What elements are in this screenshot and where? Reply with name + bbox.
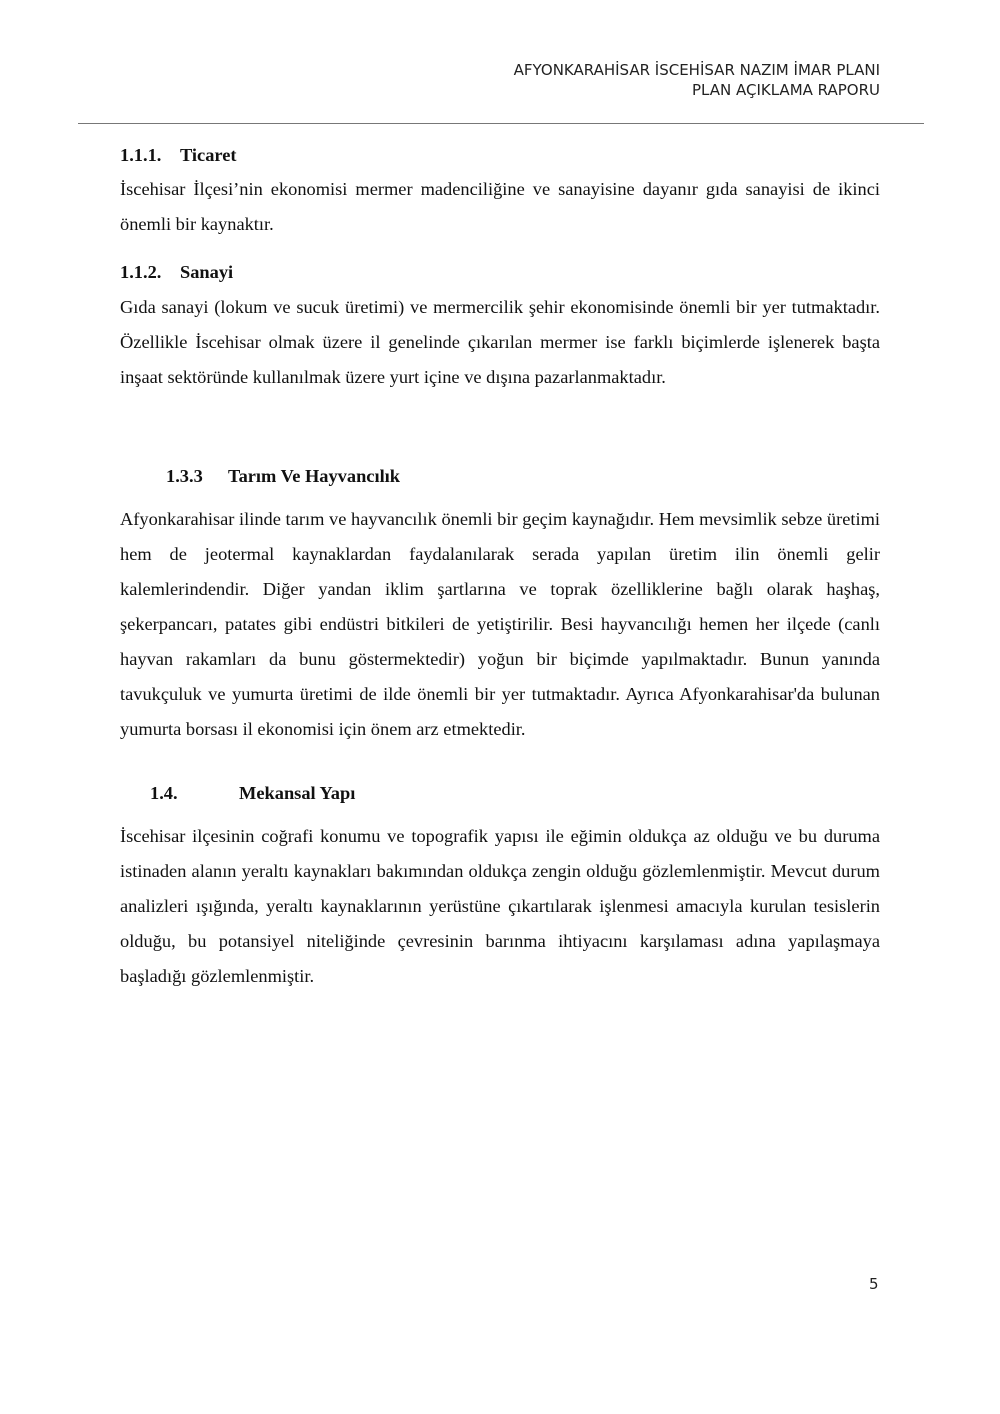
header-title: AFYONKARAHİSAR İSCEHİSAR NAZIM İMAR PLANI — [513, 61, 880, 79]
section-title: Tarım Ve Hayvancılık — [228, 466, 401, 486]
section-number: 1.1.1. — [120, 145, 162, 165]
page-number: 5 — [869, 1275, 879, 1293]
section-paragraph-sanayi: Gıda sanayi (lokum ve sucuk üretimi) ve mermercilik şehir ekonomisinde önemli bir yer tutmaktadır. Özellikle İscehisar olmak üzere il genelinde çıkarılan mermer ise farklı biçimlerde işlenerek başta inşaat sektöründe kullanılmak üzere yurt içine ve dışına pazarlanmaktadır. — [120, 297, 880, 387]
section-title: Ticaret — [180, 145, 237, 165]
section-paragraph-tarim: Afyonkarahisar ilinde tarım ve hayvancılık önemli bir geçim kaynağıdır. Hem mevsimlik sebze üretimi hem de jeotermal kaynaklardan faydalanılarak serada yapılan üretim ilin önemli gelir kalemlerindendir. Diğer yandan iklim şartlarına ve toprak özelliklerine bağlı olarak haşhaş, şekerpancarı, patates gibi endüstri bitkileri de yetiştirilir. Besi hayvancılığı hemen her ilçede (canlı hayvan rakamları da bunu göstermektedir) yoğun bir biçimde yapılmaktadır. Bunun yanında tavukçuluk ve yumurta üretimi de ilde önemli bir yer tutmaktadır. Ayrıca Afyonkarahisar'da bulunan yumurta borsası il ekonomisi için önem arz etmektedir. — [120, 509, 880, 739]
section-number: 1.4. — [150, 783, 178, 803]
section-paragraph-mekansal-yapi: İscehisar ilçesinin coğrafi konumu ve topografik yapısı ile eğimin oldukça az olduğu ve bu duruma istinaden alanın yeraltı kaynakları bakımından oldukça zengin olduğu gözlemlenmiştir. Mevcut durum analizleri ışığında, yeraltı kaynaklarının yerüstüne çıkartılarak işlenmesi amacıyla kurulan tesislerin olduğu, bu potansiyel niteliğinde çevresinin barınma ihtiyacını karşılaması adına yapılaşmaya başladığı gözlemlenmiştir. — [120, 826, 880, 986]
header-subtitle: PLAN AÇIKLAMA RAPORU — [692, 81, 880, 99]
section-heading-tarim — [166, 466, 400, 487]
section-title: Sanayi — [180, 262, 234, 282]
section-number: 1.1.2. — [120, 262, 162, 282]
section-heading-sanayi — [120, 262, 233, 283]
header-divider — [78, 123, 924, 124]
page-header — [514, 60, 880, 100]
section-number: 1.3.3 — [166, 466, 203, 486]
section-paragraph-ticaret: İscehisar İlçesi’nin ekonomisi mermer madenciliğine ve sanayisine dayanır gıda sanayisi de ikinci önemli bir kaynaktır. — [120, 179, 880, 234]
section-heading-mekansal-yapi — [150, 783, 355, 804]
section-heading-ticaret — [120, 145, 237, 166]
section-title: Mekansal Yapı — [239, 783, 356, 803]
